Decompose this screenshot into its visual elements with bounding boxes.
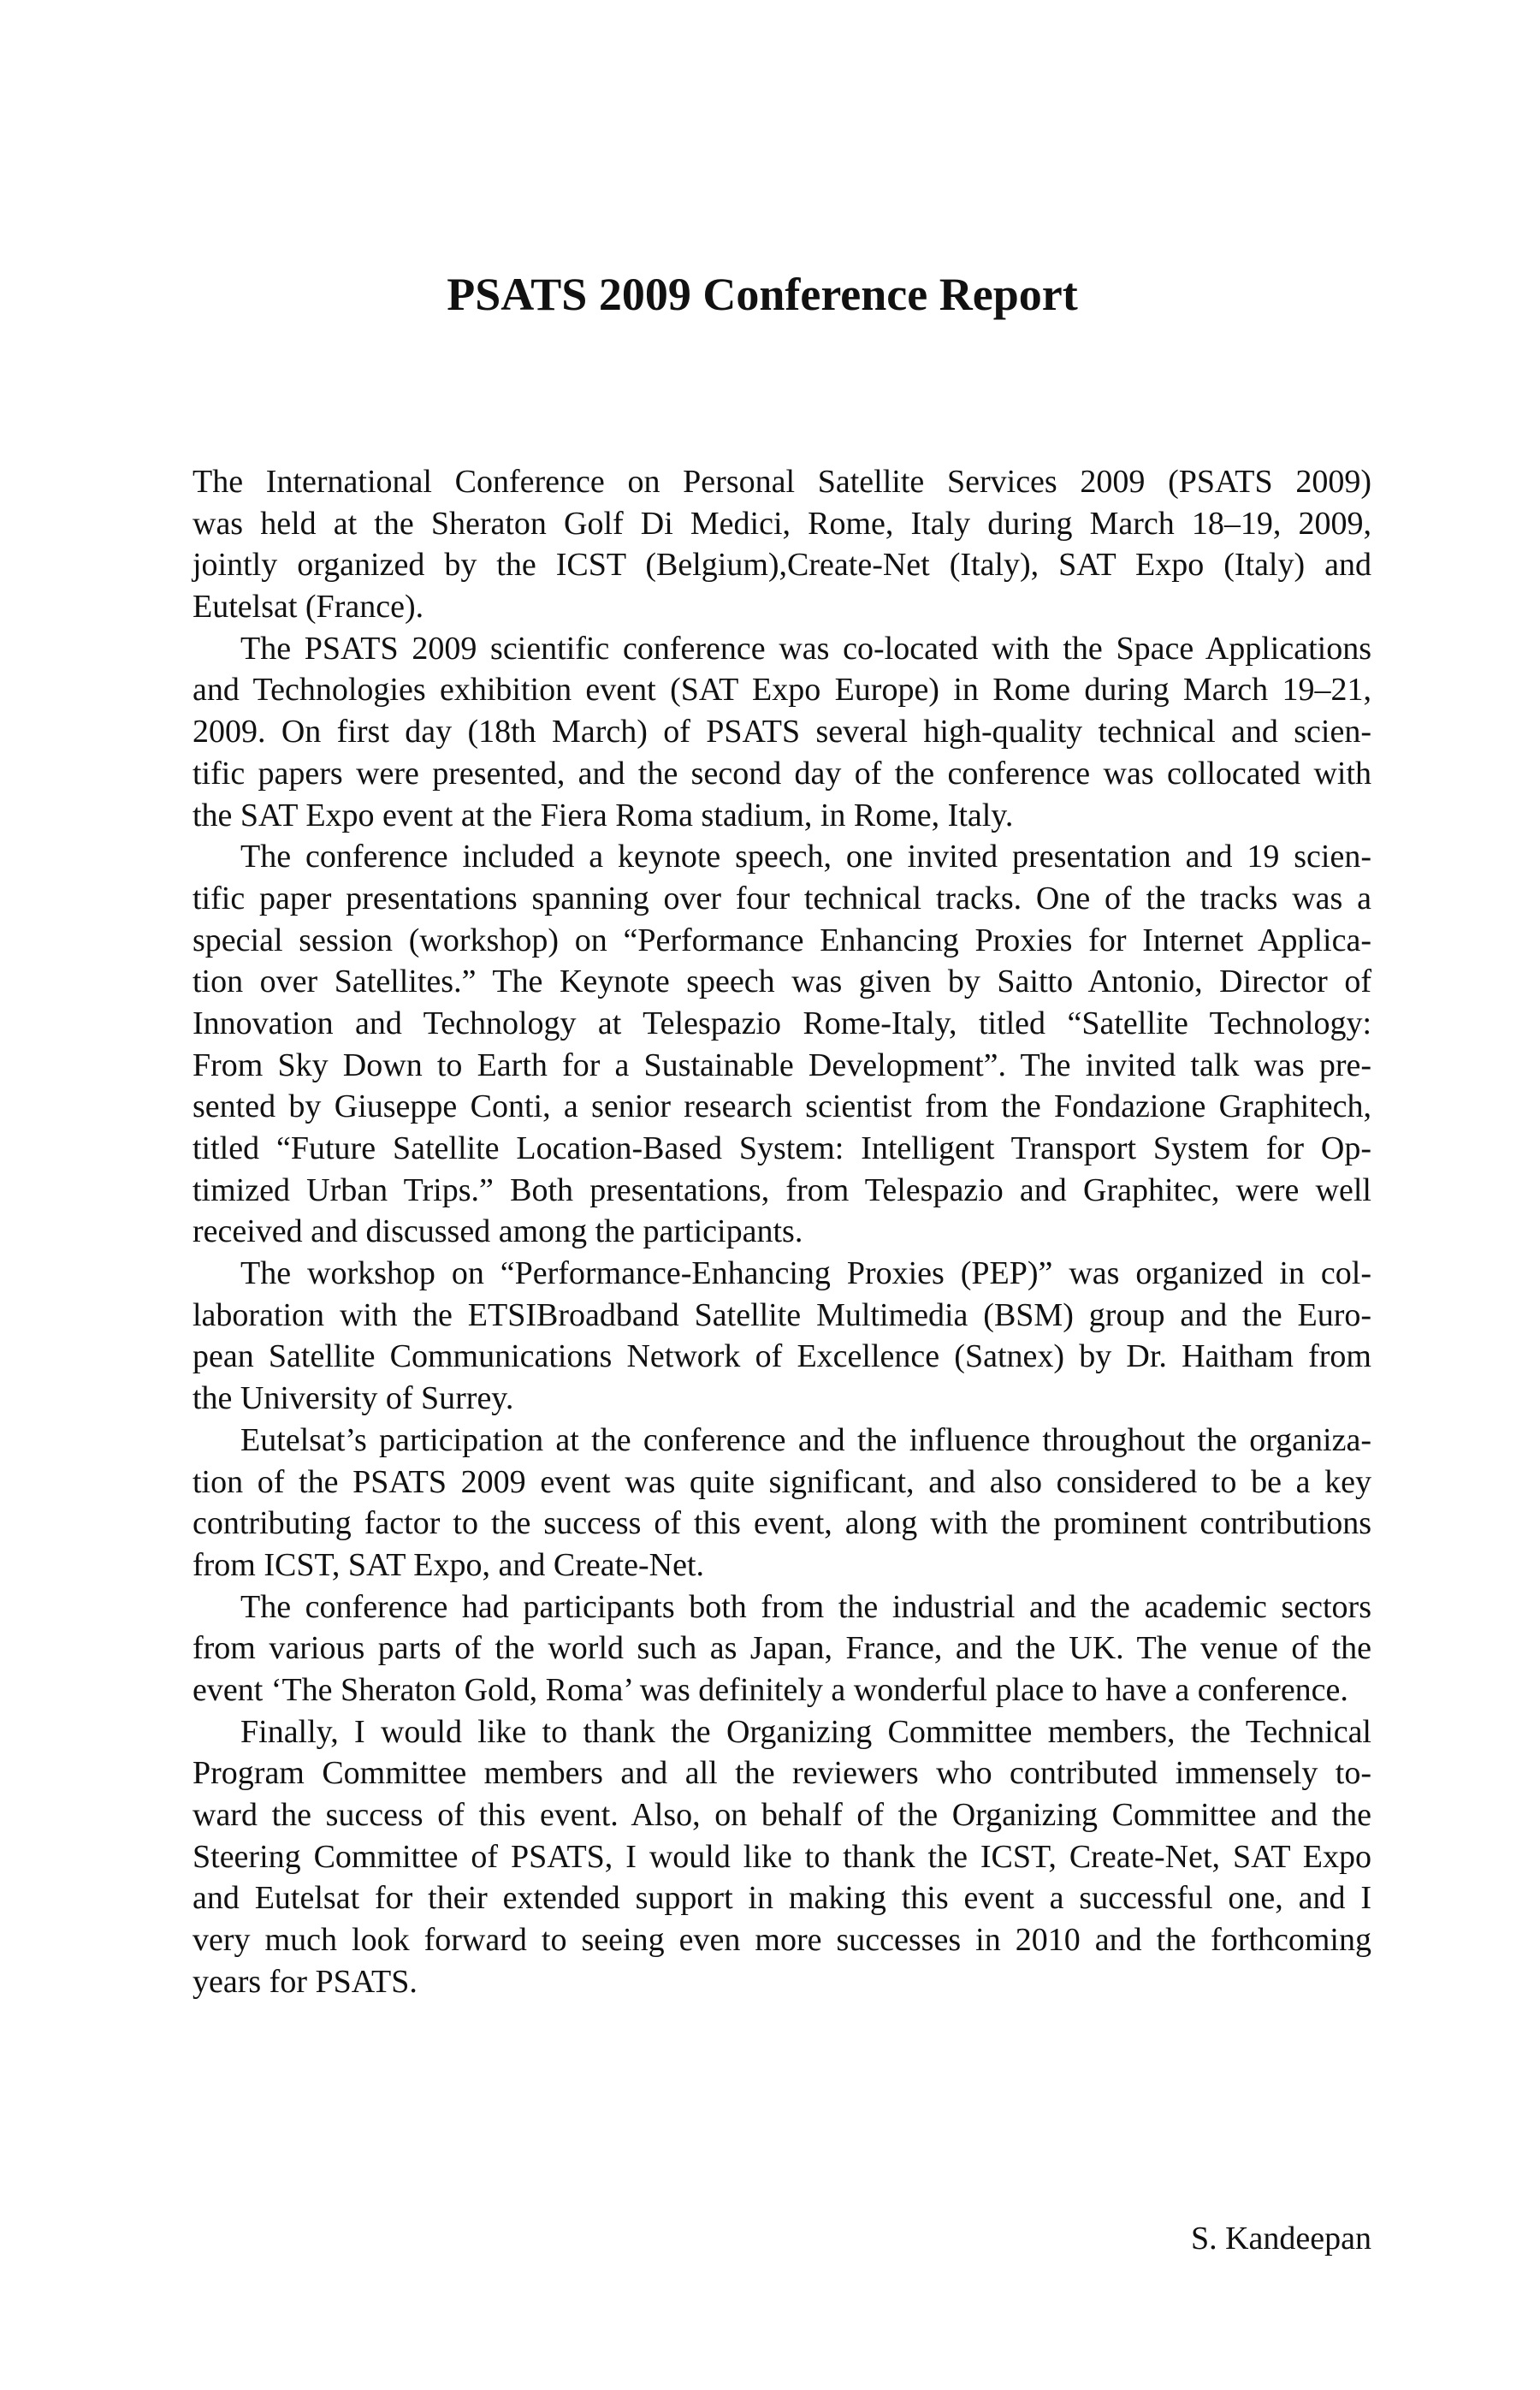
text-line: The conference had participants both from the industrial and the academic sectors [240,1588,1371,1625]
paragraph [192,1420,1371,1586]
paragraph [192,1586,1371,1711]
text-line: ward the success of this event. Also, on behalf of the Organizing Committee and the [192,1797,1371,1833]
text-line: the University of Surrey. [192,1380,514,1417]
text-line: event ‘The Sheraton Gold, Roma’ was definitely a wonderful place to have a conference. [192,1671,1348,1708]
text-line: and Technologies exhibition event (SAT Expo Europe) in Rome during March 19–21, [192,672,1371,709]
text-line: from ICST, SAT Expo, and Create-Net. [192,1546,705,1583]
page-title: PSATS 2009 Conference Report [447,269,1078,321]
text-line: received and discussed among the participants. [192,1213,803,1250]
text-line: titled “Future Satellite Location-Based System: Intelligent Transport System for Op- [192,1130,1371,1166]
text-line: the SAT Expo event at the Fiera Roma stadium, in Rome, Italy. [192,797,1014,833]
report-body [192,461,1371,2002]
text-line: 2009. On first day (18th March) of PSATS several high-quality technical and scien- [192,714,1371,750]
text-line: Finally, I would like to thank the Organizing Committee members, the Technical [240,1713,1371,1750]
paragraph [192,628,1371,836]
text-line: tific paper presentations spanning over four technical tracks. One of the tracks was a [192,880,1371,916]
paragraph [192,461,1371,628]
text-line: from various parts of the world such as Japan, France, and the UK. The venue of the [192,1630,1371,1667]
text-line: timized Urban Trips.” Both presentations, from Telespazio and Graphitec, were well [192,1171,1371,1208]
text-line: tion over Satellites.” The Keynote speech was given by Saitto Antonio, Director of [192,964,1371,1000]
text-line: Eutelsat’s participation at the conference and the influence throughout the organiza- [240,1421,1371,1458]
text-line: The workshop on “Performance-Enhancing Proxies (PEP)” was organized in col- [240,1255,1371,1292]
text-line: and Eutelsat for their extended support in making this event a successful one, and I [192,1880,1371,1917]
text-line: The PSATS 2009 scientific conference was co-located with the Space Applications [240,630,1371,667]
text-line: Program Committee members and all the reviewers who contributed immensely to- [192,1755,1371,1792]
paragraph [192,1253,1371,1420]
text-line: was held at the Sheraton Golf Di Medici, Rome, Italy during March 18–19, 2009, [192,505,1371,542]
paragraph [192,1711,1371,2003]
text-line: From Sky Down to Earth for a Sustainable Development”. The invited talk was pre- [192,1047,1371,1083]
text-line: Innovation and Technology at Telespazio Rome-Italy, titled “Satellite Technology: [192,1005,1371,1041]
text-line: Steering Committee of PSATS, I would like to thank the ICST, Create-Net, SAT Expo [192,1838,1371,1875]
text-line: laboration with the ETSIBroadband Satellite Multimedia (BSM) group and the Euro- [192,1296,1371,1333]
paragraph [192,836,1371,1253]
text-line: tion of the PSATS 2009 event was quite significant, and also considered to be a key [192,1463,1371,1500]
text-line: years for PSATS. [192,1963,418,2000]
text-line: The conference included a keynote speech, one invited presentation and 19 scien- [240,839,1371,875]
text-line: special session (workshop) on “Performance Enhancing Proxies for Internet Applica- [192,922,1371,958]
text-line: very much look forward to seeing even more successes in 2010 and the forthcoming [192,1922,1371,1959]
text-line: The International Conference on Personal Satellite Services 2009 (PSATS 2009) [192,464,1371,500]
text-line: jointly organized by the ICST (Belgium),Create-Net (Italy), SAT Expo (Italy) and [192,547,1371,584]
text-line: sented by Giuseppe Conti, a senior research scientist from the Fondazione Graphitech, [192,1088,1371,1125]
author-signature: S. Kandeepan [1190,2221,1371,2257]
text-line: contributing factor to the success of this event, along with the prominent contributions [192,1505,1371,1542]
text-line: tific papers were presented, and the second day of the conference was collocated with [192,755,1371,792]
text-line: pean Satellite Communications Network of Excellence (Satnex) by Dr. Haitham from [192,1338,1371,1375]
text-line: Eutelsat (France). [192,589,424,626]
